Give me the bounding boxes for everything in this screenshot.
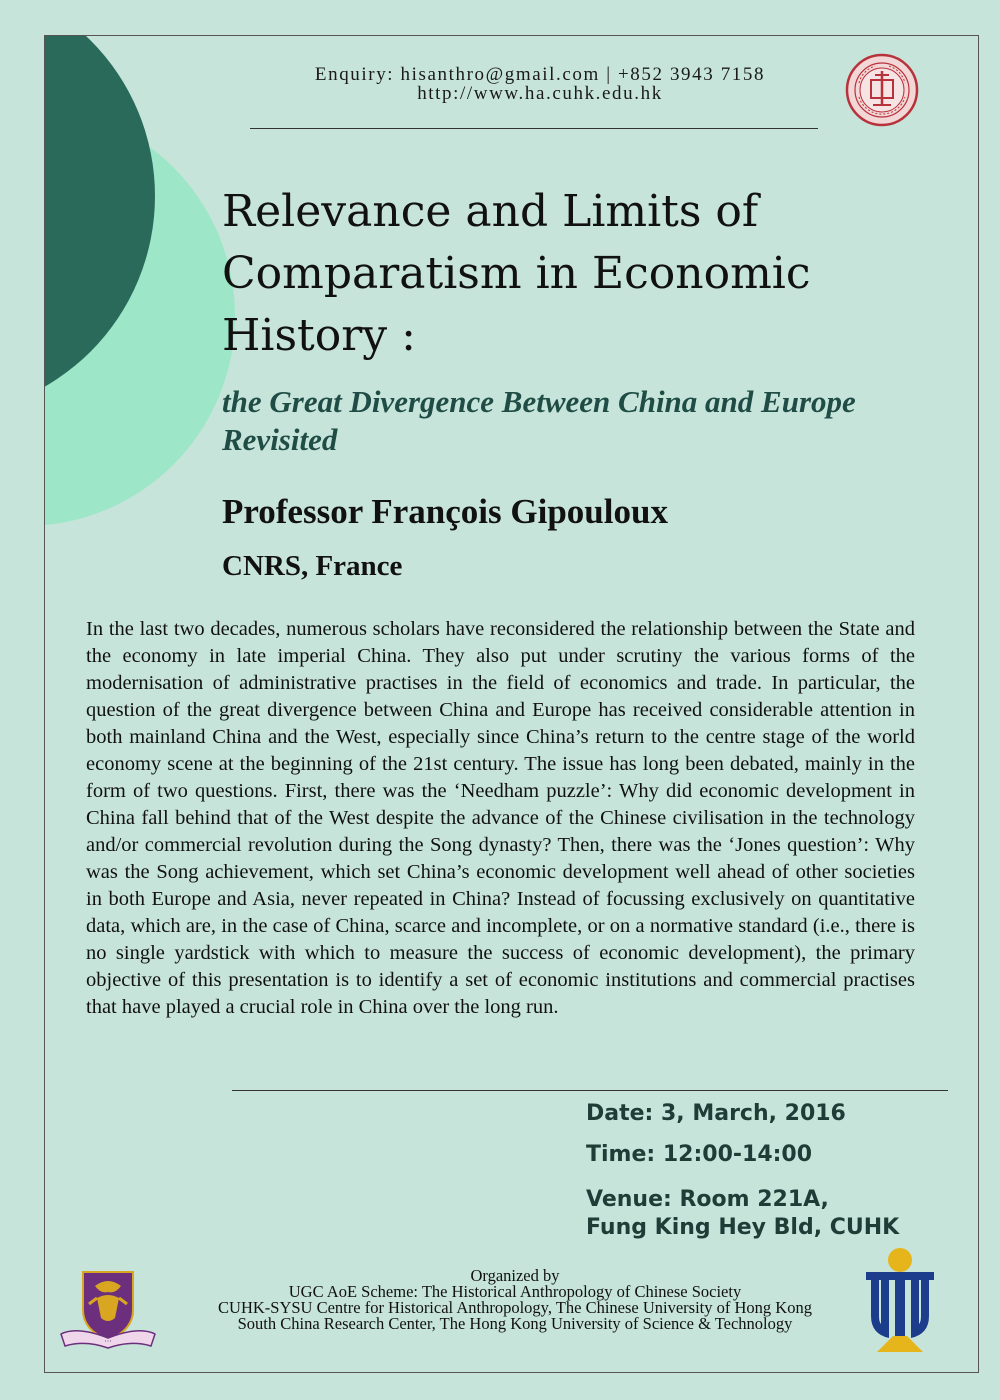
- subtitle-line-1: the Great Divergence Between China and Europe: [222, 384, 856, 419]
- organizer-line-3: South China Research Center, The Hong Kong University of Science & Technology: [237, 1314, 793, 1333]
- event-time: [586, 1141, 812, 1169]
- event-venue: [586, 1186, 899, 1242]
- title-line-1: Relevance and Limits of: [222, 186, 759, 237]
- abstract-text: In the last two decades, numerous scholars have reconsidered the relationship between the State and the economy in late imperial China. They also put under scrutiny the various forms of the modernisation of administrative practises in the field of economics and trade. In particular, the question of the great divergence between China and Europe has received considerable attention in both mainland China and the West, especially since China’s return to the centre stage of the world economy scene at the beginning of the 21st century. The issue has long been debated, mainly in the form of two questions. First, there was the ‘Needham puzzle’: Why did economic development in China fall behind that of the West despite the advance of the Chinese civilisation in the technology and/or commercial revolution during the Song dynasty? Then, there was the ‘Jones question’: Why was the Song achievement, which set China’s economic development well ahead of other societies in both Europe and Asia, never repeated in China? Instead of focussing exclusively on quantitative data, which are, in the case of China, scarce and incomplete, or on a normative standard (i.e., there is no single yardstick with which to measure the success of economic development), the primary objective of this presentation is to identify a set of economic institutions and commercial practises that have played a crucial role in China over the long run.: [86, 618, 915, 1018]
- lecture-subtitle: [222, 383, 942, 459]
- lecture-title: [222, 181, 922, 367]
- historical-anthropology-seal: [845, 53, 919, 127]
- hkust-logo: [863, 1246, 937, 1358]
- organized-by-heading: Organized by: [470, 1266, 560, 1285]
- organizer-line-1: UGC AoE Scheme: The Historical Anthropology of Chinese Society: [288, 1282, 742, 1301]
- header-divider: [250, 128, 818, 129]
- title-line-2: Comparatism in Economic: [222, 248, 811, 299]
- svg-text:···: ···: [104, 1337, 112, 1346]
- enquiry-line: Enquiry: hisanthro@gmail.com | +852 3943 7158: [314, 64, 766, 85]
- poster-frame: [44, 35, 979, 1373]
- website-url[interactable]: http://www.ha.cuhk.edu.hk: [417, 83, 663, 104]
- venue-line-1: Venue: Room 221A,: [586, 1187, 829, 1212]
- event-date-text: Date: 3, March, 2016: [586, 1101, 846, 1126]
- event-time-text: Time: 12:00-14:00: [586, 1142, 813, 1167]
- cuhk-crest-logo: [57, 1264, 159, 1352]
- subtitle-line-2: Revisited: [222, 422, 338, 457]
- enquiry-block: [250, 65, 830, 103]
- info-divider: [232, 1090, 948, 1091]
- organizer-line-2: CUHK-SYSU Centre for Historical Anthropology, The Chinese University of Hong Kong: [218, 1298, 812, 1317]
- organizers-block: [155, 1268, 875, 1332]
- title-line-3: History :: [222, 310, 416, 361]
- event-date: [586, 1100, 846, 1128]
- speaker-name: Professor François Gipouloux: [222, 492, 668, 531]
- speaker-affiliation: CNRS, France: [222, 550, 403, 582]
- venue-line-2: Fung King Hey Bld, CUHK: [586, 1215, 900, 1240]
